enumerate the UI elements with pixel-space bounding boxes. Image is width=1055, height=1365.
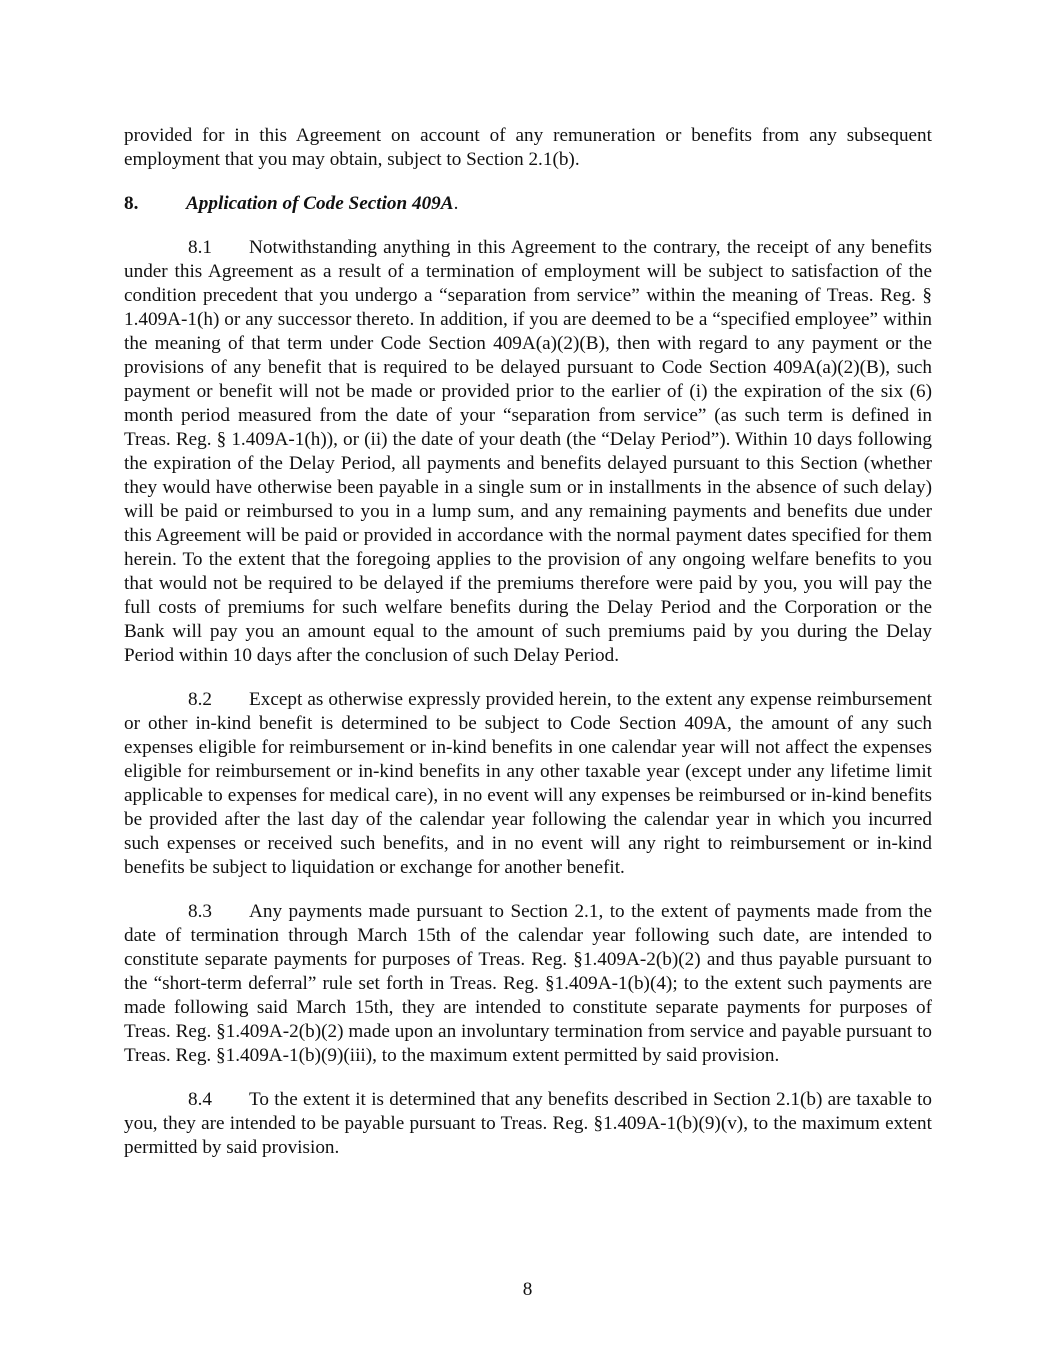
paragraph-text: To the extent it is determined that any benefits described in Section 2.1(b) are taxable to you, they are intended to be payable pursuant to Treas. Reg. §1.409A-1(b)(9)(v), to the maximum extent permitted by said provision. (124, 1089, 932, 1158)
paragraph-8-4 (124, 1088, 932, 1160)
paragraph-number: 8.2 (188, 689, 212, 710)
section-title-period: . (453, 193, 459, 214)
section-title: Application of Code Section 409A (186, 193, 454, 214)
document-page (124, 124, 932, 1180)
paragraph-number: 8.4 (188, 1089, 212, 1110)
paragraph-number: 8.1 (188, 237, 212, 258)
paragraph-8-3 (124, 900, 932, 1068)
continuation-paragraph: provided for in this Agreement on account of any remuneration or benefits from any subsequent employment that you may obtain, subject to Section 2.1(b). (124, 125, 932, 170)
paragraph-text: Except as otherwise expressly provided herein, to the extent any expense reimbursement or other in-kind benefit is determined to be subject to Code Section 409A, the amount of any such expenses eligible for reimbursement or in-kind benefits in one calendar year will not affect the expenses eligible for reimbursement or in-kind benefits in any other taxable year (except under any lifetime limit applicable to expenses for medical care), in no event will any expenses be reimbursed or in-kind benefits be provided after the last day of the calendar year following the calendar year in which you incurred such expenses or received such benefits, and in no event will any right to reimbursement or in-kind benefits be subject to liquidation or exchange for another benefit. (124, 689, 932, 878)
paragraph-8-1 (124, 236, 932, 668)
section-number: 8. (124, 193, 139, 214)
section-heading (124, 192, 932, 216)
paragraph-text: Any payments made pursuant to Section 2.1, to the extent of payments made from the date of termination through March 15th of the calendar year following such date, are intended to constitute separate payments for purposes of Treas. Reg. §1.409A-2(b)(2) and thus payable pursuant to the “short-term deferral” rule set forth in Treas. Reg. §1.409A-1(b)(4); to the extent such payments are made following said March 15th, they are intended to constitute separate payments for purposes of Treas. Reg. §1.409A-2(b)(2) made upon an involuntary termination from service and payable pursuant to Treas. Reg. §1.409A-1(b)(9)(iii), to the maximum extent permitted by said provision. (124, 901, 932, 1066)
paragraph-8-2 (124, 688, 932, 880)
paragraph-text: Notwithstanding anything in this Agreement to the contrary, the receipt of any benefits under this Agreement as a result of a termination of employment will be subject to satisfaction of the condition precedent that you undergo a “separation from service” within the meaning of Treas. Reg. § 1.409A-1(h) or any successor thereto. In addition, if you are deemed to be a “specified employee” within the meaning of that term under Code Section 409A(a)(2)(B), then with regard to any payment or the provisions of any benefit that is required to be delayed pursuant to Code Section 409A(a)(2)(B), such payment or benefit will not be made or provided prior to the earlier of (i) the expiration of the six (6) month period measured from the date of your “separation from service” (as such term is defined in Treas. Reg. § 1.409A-1(h)), or (ii) the date of your death (the “Delay Period”). Within 10 days following the expiration of the Delay Period, all payments and benefits delayed pursuant to this Section (whether they would have otherwise been payable in a single sum or in installments in the absence of such delay) will be paid or reimbursed to you in a lump sum, and any remaining payments and benefits due under this Agreement will be paid or provided in accordance with the normal payment dates specified for them herein. To the extent that the foregoing applies to the provision of any ongoing welfare benefits to you that would not be required to be delayed if the premiums therefore were paid by you, you will pay the full costs of premiums for such welfare benefits during the Delay Period and the Corporation or the Bank will pay you an amount equal to the amount of such premiums paid by you during the Delay Period within 10 days after the conclusion of such Delay Period. (124, 237, 932, 666)
paragraph-number: 8.3 (188, 901, 212, 922)
page-number: 8 (522, 1279, 533, 1300)
